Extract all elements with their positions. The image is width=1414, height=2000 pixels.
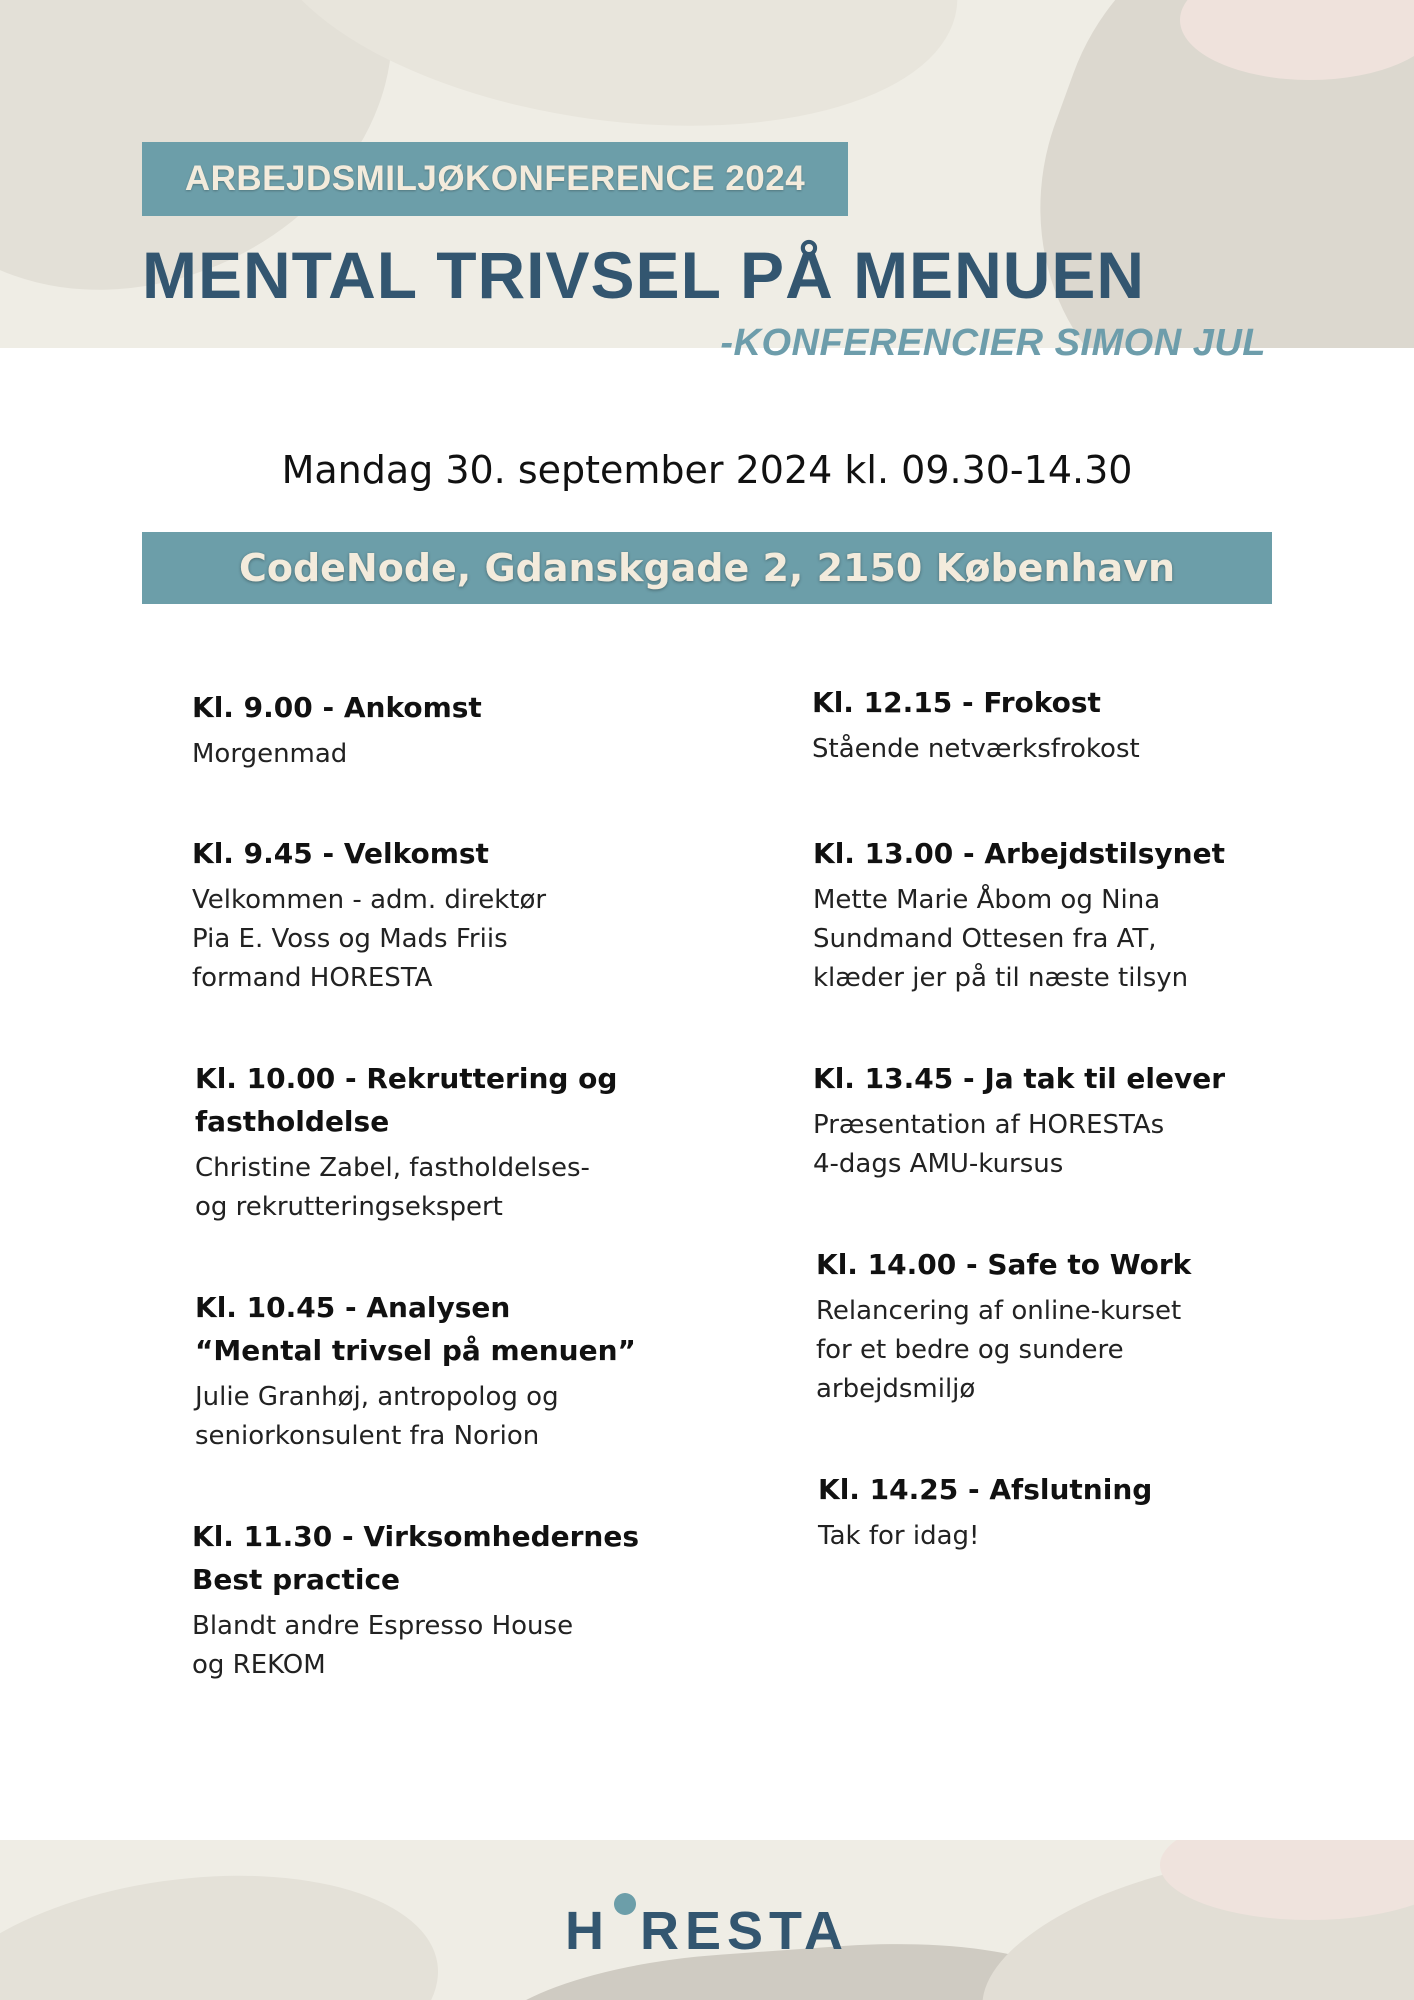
- logo-o-ring: [610, 1900, 640, 1962]
- program-item: [813, 1057, 1283, 1184]
- program-item-heading: Kl. 11.30 - Virksomhedernes Best practice: [192, 1520, 640, 1596]
- program-item-heading: Kl. 14.25 - Afslutning: [818, 1473, 1153, 1506]
- horesta-logo: [0, 1900, 1414, 1962]
- logo-text-resta: RESTA: [639, 1901, 849, 1961]
- program-item: [812, 681, 1282, 769]
- program-item-description: Morgenmad: [192, 739, 348, 769]
- conference-kicker-banner: [142, 142, 848, 216]
- program-item-description: Mette Marie Åbom og Nina Sundmand Ottesen fra AT, klæder jer på til næste tilsyn: [813, 885, 1189, 993]
- program-item: [813, 832, 1283, 998]
- program-item: [192, 832, 662, 998]
- page-subtitle: -KONFERENCIER SIMON JUL: [720, 322, 1266, 364]
- program-item-heading: Kl. 9.45 - Velkomst: [192, 837, 489, 870]
- program-item: [195, 1286, 665, 1456]
- venue-text: CodeNode, Gdanskgade 2, 2150 København: [238, 546, 1176, 590]
- program-item-description: Relancering af online-kurset for et bedre og sundere arbejdsmiljø: [816, 1296, 1182, 1404]
- conference-kicker: ARBEJDSMILJØKONFERENCE 2024: [184, 159, 806, 198]
- program-item-description: Blandt andre Espresso House og REKOM: [192, 1611, 574, 1680]
- program-item-heading: Kl. 9.00 - Ankomst: [192, 691, 482, 724]
- program-item: [192, 1515, 662, 1685]
- program-item: [816, 1243, 1286, 1409]
- program-item: [192, 686, 662, 774]
- venue-banner: [142, 532, 1272, 604]
- program-item-description: Stående netværksfrokost: [812, 734, 1140, 764]
- program-item-description: Præsentation af HORESTAs 4-dags AMU-kursus: [813, 1110, 1165, 1179]
- program-item-description: Julie Granhøj, antropolog og seniorkonsulent fra Norion: [195, 1382, 559, 1451]
- program-item-heading: Kl. 10.00 - Rekruttering og fastholdelse: [195, 1062, 618, 1138]
- program-item-heading: Kl. 13.00 - Arbejdstilsynet: [813, 837, 1225, 870]
- program-item-heading: Kl. 13.45 - Ja tak til elever: [813, 1062, 1226, 1095]
- program-item-description: Tak for idag!: [818, 1521, 980, 1551]
- program-item-description: Christine Zabel, fastholdelses- og rekrutteringsekspert: [195, 1153, 590, 1222]
- program-item-heading: Kl. 12.15 - Frokost: [812, 686, 1101, 719]
- program-item-heading: Kl. 14.00 - Safe to Work: [816, 1248, 1192, 1281]
- program-item-description: Velkommen - adm. direktør Pia E. Voss og Mads Friis formand HORESTA: [192, 885, 547, 993]
- program-item-heading: Kl. 10.45 - Analysen “Mental trivsel på menuen”: [195, 1291, 636, 1367]
- event-date: Mandag 30. september 2024 kl. 09.30-14.30: [281, 448, 1133, 492]
- program-item: [195, 1057, 665, 1227]
- program-item: [818, 1468, 1288, 1556]
- logo-letter-h: H: [564, 1901, 610, 1961]
- page-title: MENTAL TRIVSEL PÅ MENUEN: [142, 238, 1146, 312]
